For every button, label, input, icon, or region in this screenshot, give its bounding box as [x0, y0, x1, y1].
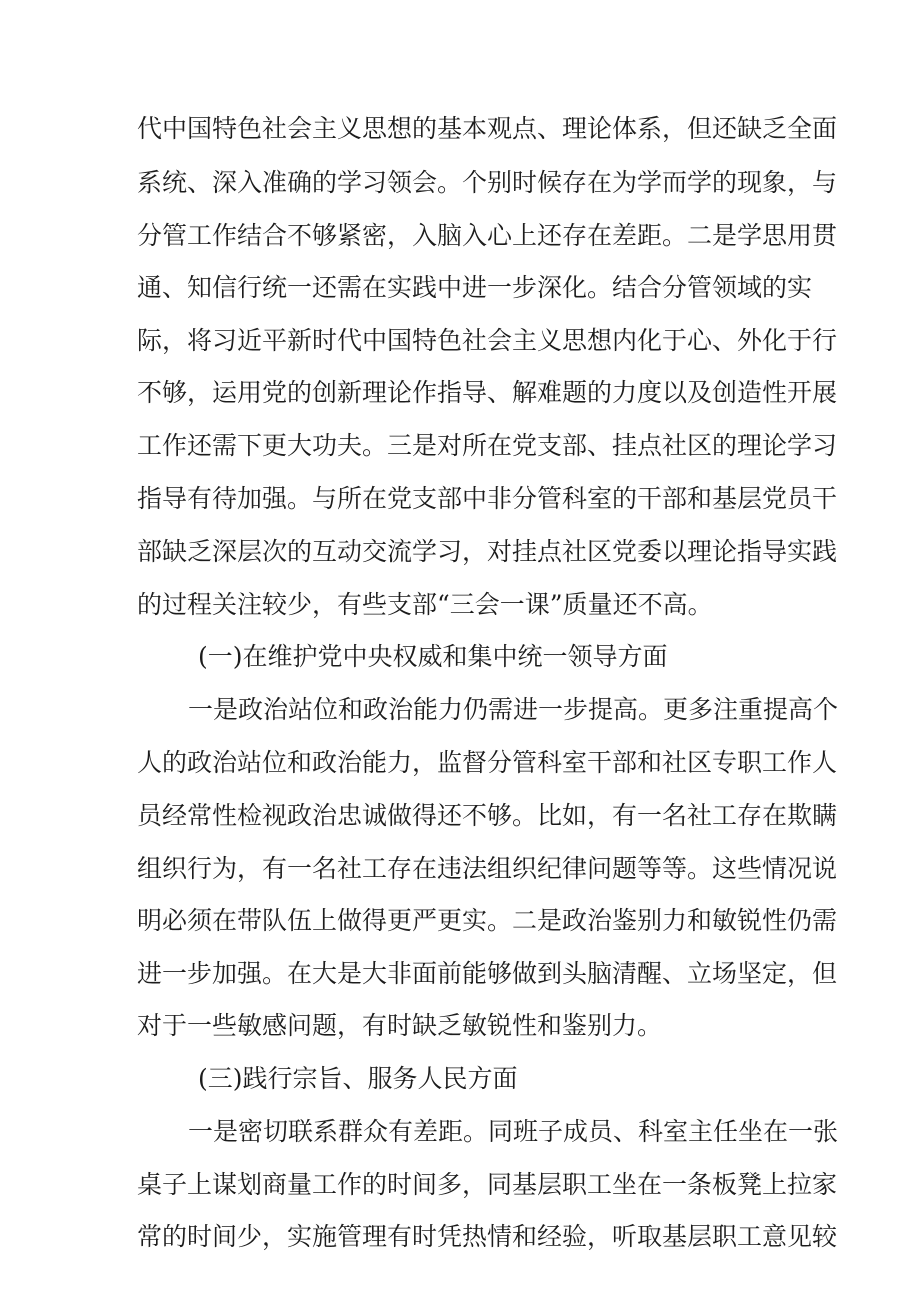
paragraph-2-line-2: 人的政治站位和政治能力，监督分管科室干部和社区专职工作人	[137, 748, 838, 777]
section-heading-1: (一)在维护党中央权威和集中统一领导方面	[198, 642, 668, 671]
paragraph-2-line-1: 一是政治站位和政治能力仍需进一步提高。更多注重提高个	[188, 695, 839, 724]
paragraph-3-line-1: 一是密切联系群众有差距。同班子成员、科室主任坐在一张	[188, 1117, 839, 1146]
paragraph-1-line-1: 代中国特色社会主义思想的基本观点、理论体系，但还缺乏全面	[137, 114, 838, 143]
paragraph-1-line-4: 通、知信行统一还需在实践中进一步深化。结合分管领域的实	[137, 273, 813, 302]
paragraph-1-line-3: 分管工作结合不够紧密，入脑入心上还存在差距。二是学思用贯	[137, 221, 838, 250]
paragraph-2-line-3: 员经常性检视政治忠诚做得还不够。比如，有一名社工存在欺瞒	[137, 801, 838, 830]
paragraph-1-line-7: 工作还需下更大功夫。三是对所在党支部、挂点社区的理论学习	[137, 431, 838, 460]
paragraph-3-line-2: 桌子上谋划商量工作的时间多，同基层职工坐在一条板凳上拉家	[137, 1170, 838, 1199]
paragraph-1-line-2: 系统、深入准确的学习领会。个别时候存在为学而学的现象，与	[137, 168, 838, 197]
paragraph-1-line-8: 指导有待加强。与所在党支部中非分管科室的干部和基层党员干	[137, 484, 838, 513]
section-heading-3: (三)践行宗旨、服务人民方面	[198, 1064, 518, 1093]
paragraph-1-line-5: 际，将习近平新时代中国特色社会主义思想内化于心、外化于行	[137, 326, 838, 355]
paragraph-2-line-4: 组织行为，有一名社工存在违法组织纪律问题等等。这些情况说	[137, 854, 838, 883]
paragraph-2-line-5: 明必须在带队伍上做得更严更实。二是政治鉴别力和敏锐性仍需	[137, 906, 838, 935]
paragraph-2-line-6: 进一步加强。在大是大非面前能够做到头脑清醒、立场坚定，但	[137, 959, 838, 988]
paragraph-3-line-3: 常的时间少，实施管理有时凭热情和经验，听取基层职工意见较	[137, 1222, 838, 1251]
paragraph-2-line-7: 对于一些敏感问题，有时缺乏敏锐性和鉴别力。	[137, 1011, 663, 1040]
paragraph-1-line-10: 的过程关注较少，有些支部“三会一课”质量还不高。	[137, 590, 713, 619]
paragraph-1-line-6: 不够，运用党的创新理论作指导、解难题的力度以及创造性开展	[137, 378, 838, 407]
paragraph-1-line-9: 部缺乏深层次的互动交流学习，对挂点社区党委以理论指导实践	[137, 537, 838, 566]
